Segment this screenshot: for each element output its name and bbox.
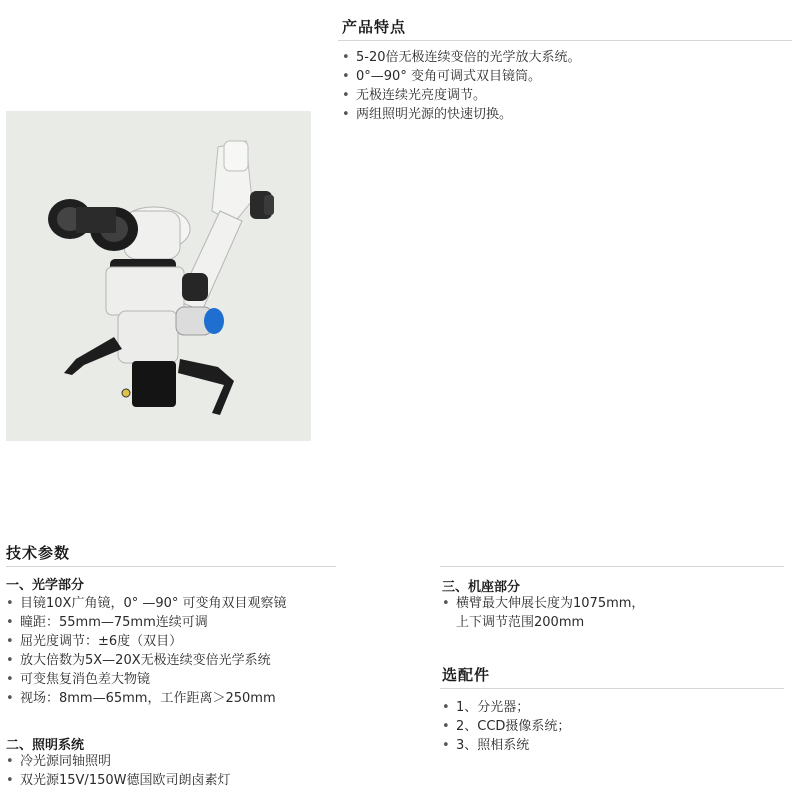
optics-item: • 可变焦复消色差大物镜 (6, 672, 151, 687)
optics-list (6, 594, 287, 708)
optics-item: • 放大倍数为5X—20X无极连续变倍光学系统 (6, 653, 271, 668)
product-photo (6, 111, 311, 441)
accessory-item: • 1、分光器； (442, 700, 530, 715)
lighting-heading: 二、照明系统 (6, 738, 85, 753)
optics-item: • 目镜10X广角镜，0° —90° 可变角双目观察镜 (6, 596, 287, 611)
lighting-list (6, 752, 230, 790)
base-list (442, 594, 644, 632)
accessories-divider (440, 688, 784, 689)
microscope-illustration (6, 111, 311, 441)
base-heading: 三、机座部分 (442, 580, 521, 595)
optics-item: • 瞳距：55mm—75mm连续可调 (6, 615, 208, 630)
accessories-list (442, 698, 570, 755)
optics-item: • 屈光度调节：±6度（双目） (6, 634, 183, 649)
feature-item: • 两组照明光源的快速切换。 (342, 107, 513, 122)
features-title: 产品特点 (342, 18, 407, 36)
feature-item: • 5-20倍无极连续变倍的光学放大系统。 (342, 50, 581, 65)
tech-title: 技术参数 (6, 544, 71, 562)
accessory-item: • 2、CCD摄像系统； (442, 719, 571, 734)
feature-item: • 无极连续光亮度调节。 (342, 88, 487, 103)
accessory-item: • 3、照相系统 (442, 738, 530, 753)
lighting-item: • 冷光源同轴照明 (6, 754, 112, 769)
optics-item: • 视场：8mm—65mm，工作距离＞250mm (6, 691, 276, 706)
feature-item: • 0°—90° 变角可调式双目镜筒。 (342, 69, 541, 84)
features-list (342, 48, 581, 124)
base-item-continued: 上下调节范围200mm (456, 615, 585, 630)
tech-divider-right (440, 566, 784, 567)
lighting-item: • 双光源15V/150W德国欧司朗卤素灯 (6, 773, 231, 788)
optics-heading: 一、光学部分 (6, 578, 85, 593)
features-divider (338, 40, 792, 41)
base-item: • 横臂最大伸展长度为1075mm， 上下调节范围200mm (442, 596, 645, 630)
tech-divider-left (6, 566, 336, 567)
accessories-title: 选配件 (442, 666, 491, 684)
